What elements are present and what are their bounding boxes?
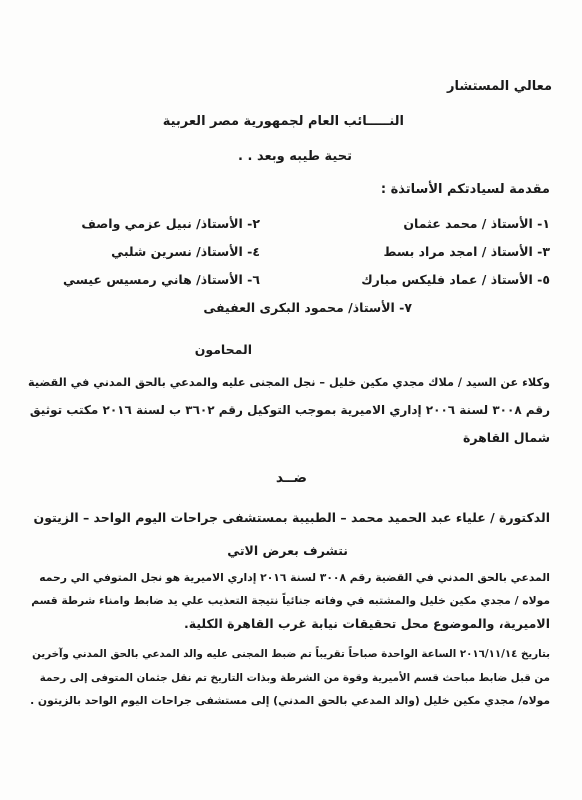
honor-line: نتشرف بعرض الاتي xyxy=(227,543,348,558)
greeting: تحية طيبه وبعد . . xyxy=(238,149,352,164)
lawyer-2: ٢- الأستاذ/ نبيل عزمي واصف xyxy=(81,216,260,231)
lawyer-4: ٤- الأستاذ/ نسرين شلبي xyxy=(111,244,260,259)
para1-line-3: الاميرية، والموضوع محل تحقيقات نيابة غرب القاهرة الكلية. xyxy=(184,616,550,631)
representation-line-1: وكلاء عن السيد / ملاك مجدي مكين خليل – نجل المجنى عليه والمدعي بالحق المدني في القضية xyxy=(28,376,550,389)
lawyer-1: ١- الأستاذ / محمد عثمان xyxy=(403,216,550,231)
para2-line-1: بتاريخ ٢٠١٦/١١/١٤ الساعة الواحدة صباحاً تقريباً تم ضبط المجنى عليه والد المدعي بالحق المدني وآخرين xyxy=(32,648,550,660)
lawyer-7: ٧- الأستاذ/ محمود البكرى العفيفى xyxy=(203,300,412,315)
against-heading: ضــد xyxy=(275,470,307,486)
addressee: معالي المستشار xyxy=(446,79,552,94)
lawyer-6: ٦- الأستاذ/ هاني رمسيس عيسي xyxy=(62,272,260,287)
lawyer-3: ٣- الأستاذ / امجد مراد بسط xyxy=(383,244,550,259)
para2-line-3: مولاه/ مجدي مكين خليل (والد المدعي بالحق المدني) إلى مستشفى جراحات اليوم الواحد بالزيتون . xyxy=(30,694,550,707)
representation-line-3: شمال القاهرة xyxy=(462,430,550,445)
para1-line-2: مولاه / مجدي مكين خليل والمشتبه في وفاته جنائياً نتيجة التعذيب علي يد ضابط وامناء شرطة قسم xyxy=(31,594,550,607)
counsel-label: المحامون xyxy=(194,342,252,357)
defendant-line: الدكتورة / علياء عبد الحميد محمد – الطبيبة بمستشفى جراحات اليوم الواحد – الزيتون xyxy=(33,510,550,525)
lawyer-5: ٥- الأستاذ / عماد فليكس مبارك xyxy=(361,272,550,287)
intro-line: مقدمة لسيادتكم الأساتذة : xyxy=(380,182,550,197)
office-title: النـــــائب العام لجمهورية مصر العربية xyxy=(162,114,404,129)
para1-line-1: المدعي بالحق المدني في القضية رقم ٣٠٠٨ لسنة ٢٠١٦ إداري الاميرية هو نجل المتوفي الي رحمه xyxy=(39,571,550,584)
para2-line-2: من قبل ضابط مباحث قسم الأميرية وقوة من الشرطة وبذات التاريخ تم نقل جثمان المتوفى إلى رحمة xyxy=(39,672,550,684)
representation-line-2: رقم ٣٠٠٨ لسنة ٢٠٠٦ إداري الاميرية بموجب التوكيل رقم ٣٦٠٢ ب لسنة ٢٠١٦ مكتب توثيق xyxy=(29,403,550,417)
